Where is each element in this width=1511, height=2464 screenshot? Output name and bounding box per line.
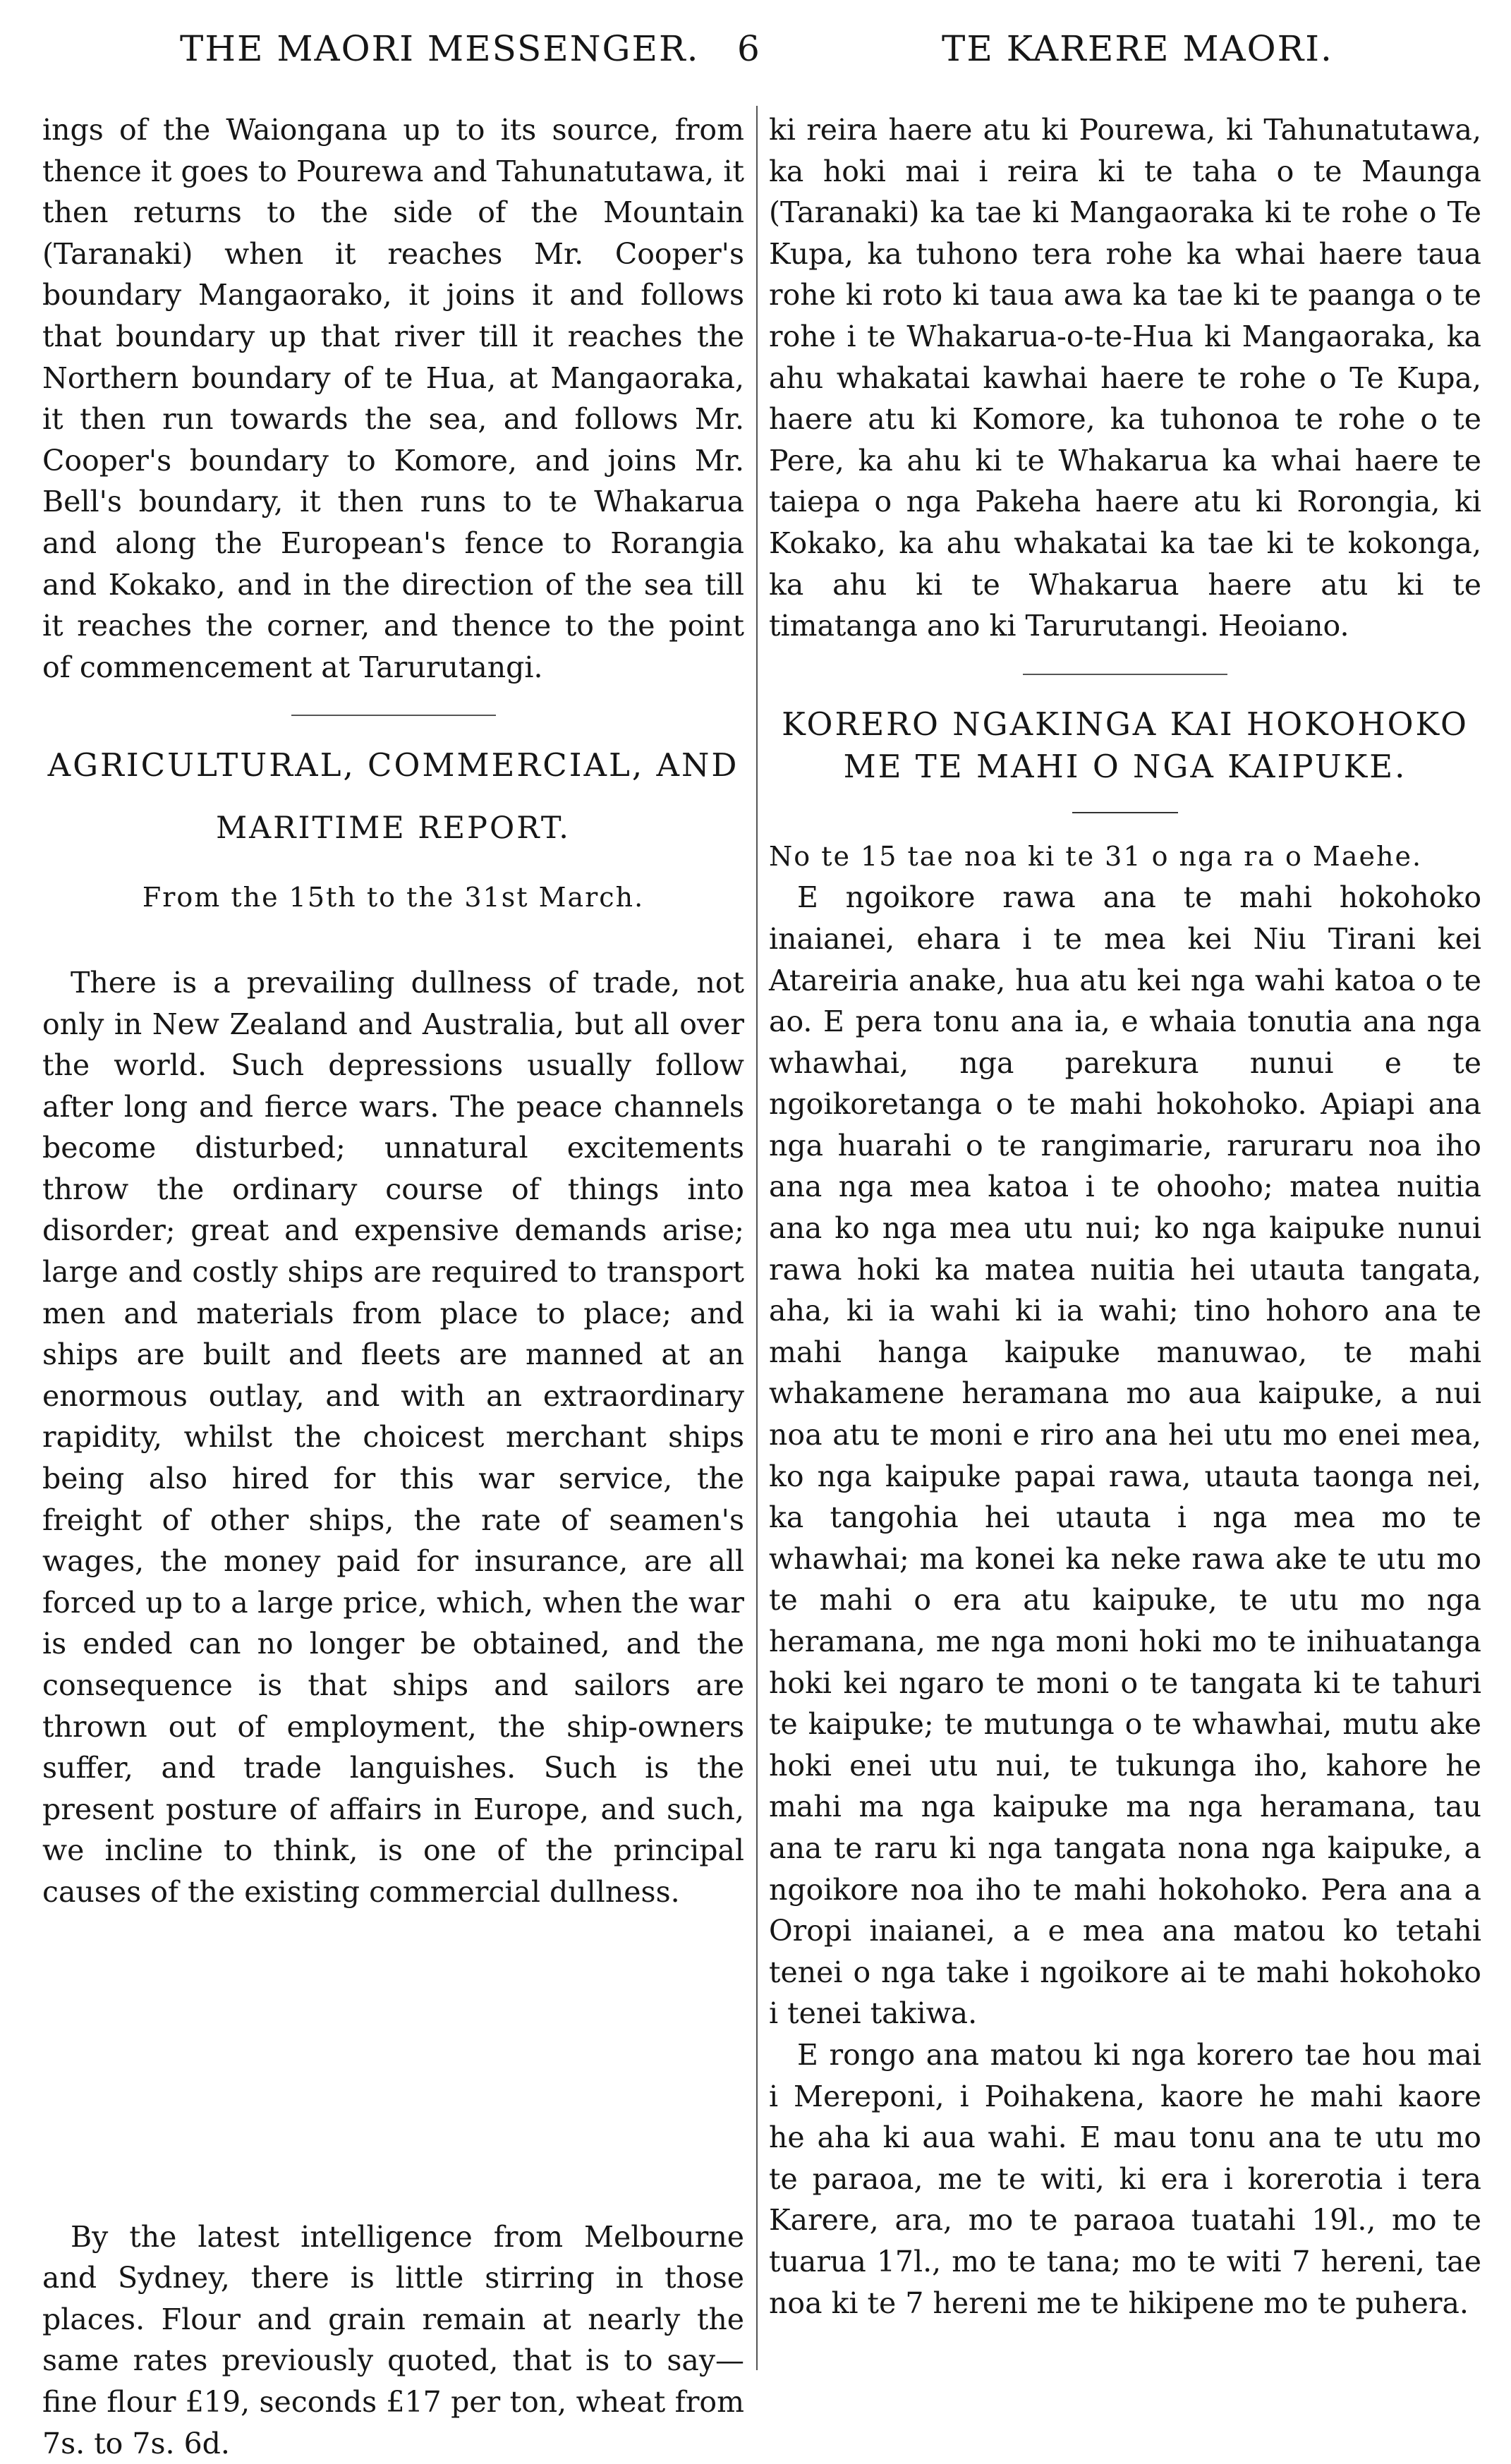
market-paragraph-maori: E rongo ana matou ki nga korero tae hou mai i Mereponi, i Poihakena, kaore he mahi kaore he aha ki aua wahi. E mau tonu ana te utu mo te paraoa, me te witi, ki era i korerotia i tera Karere, ara, mo te paraoa tuatahi 19l., mo te tuarua 17l., mo te tana; mo te witi 7 hereni, tae noa ki te 7 hereni me te hikipene mo te puhera. (769, 2037, 1481, 2320)
report-heading-line2: MARITIME REPORT. (216, 811, 571, 846)
page-header (49, 28, 1467, 85)
boundary-description-english: ings of the Waiongana up to its source, from thence it goes to Pourewa and Tahunatutawa, it then returns to the side of the Mountain (Taranaki) when it reaches Mr. Cooper's boundary Mangaorako, it joins it and follows that boundary up that river till it reaches the Northern boundary of te Hua, at Mangaoraka, it then run towards the sea, and follows Mr. Cooper's boundary to Komore, and joins Mr. Bell's boundary, it then runs to te Whakarua and along the European's fence to Rorangia and Kokako, and in the direction of the sea till it reaches the corner, and thence to the point of commencement at Tarurutangi. (42, 113, 744, 684)
masthead-english: THE MAORI MESSENGER. (180, 28, 700, 69)
section-rule (291, 715, 496, 716)
english-column (42, 109, 744, 2464)
masthead-maori: TE KARERE MAORI. (942, 28, 1333, 69)
market-paragraph-english: By the latest intelligence from Melbourne and Sydney, there is little stirring in those places. Flour and grain remain at nearly the same rates previously quoted, that is to say—fine flour £19, seconds £17 per ton, wheat from 7s. to 7s. 6d. (42, 2219, 744, 2460)
report-heading-line1: AGRICULTURAL, COMMERCIAL, AND (47, 746, 739, 784)
korero-heading-line1: KORERO NGAKINGA KAI HOKOHOKO (782, 705, 1469, 743)
section-rule (1023, 674, 1227, 675)
column-divider (756, 106, 758, 2370)
maori-column (769, 109, 1481, 2324)
korero-date-line: No te 15 tae noa ki te 31 o nga ra o Maehe. (769, 840, 1423, 872)
korero-heading-line2: ME TE MAHI O NGA KAIPUKE. (843, 747, 1407, 785)
heading-rule (1072, 812, 1178, 813)
trade-paragraph-maori: E ngoikore rawa ana te mahi hokohoko inaianei, ehara i te mea kei Niu Tirani kei Atareiria anake, hua atu kei nga wahi katoa o te ao. E pera tonu ana ia, e whaia tonutia ana nga whawhai, nga parekura nunui e te ngoikoretanga o te mahi hokohoko. Apiapi ana nga huarahi o te rangimarie, raruraru noa iho ana nga mea katoa i te ohooho; matea nuitia ana ko nga mea utu nui; ko nga kaipuke nunui rawa hoki ka matea nuitia hei utauta tangata, aha, ki ia wahi ki ia wahi; tino hohoro ana te mahi hanga kaipuke manuwao, te mahi whakamene heramana mo aua kaipuke, a nui noa atu te moni e riro ana hei utu mo enei mea, ko nga kaipuke papai rawa, utauta taonga nei, ka tangohia hei utauta i nga mea mo te whawhai; ma konei ka neke rawa ake te utu mo te mahi o era atu kaipuke, te utu mo nga heramana, me nga moni hoki mo te inihuatanga hoki kei ngaro te moni o te tangata ki te tahuri te kaipuke; te mutunga o te whawhai, mutu ake hoki enei utu nui, te tukunga iho, kahore he mahi ma nga kaipuke ma nga heramana, tau ana te raru ki nga tangata nona nga kaipuke, a ngoikore noa iho te mahi hokohoko. Pera ana a Oropi inaianei, a e mea ana matou ko tetahi tenei o nga take i ngoikore ai te mahi hokohoko i tenei takiwa. (769, 880, 1481, 2031)
trade-paragraph-english: There is a prevailing dullness of trade, not only in New Zealand and Australia, but all over the world. Such depressions usually follow after long and fierce wars. The peace channels become disturbed; unnatural excitements throw the ordinary course of things into disorder; great and expensive demands arise; large and costly ships are required to transport men and materials from place to place; and ships are built and fleets are manned at an enormous outlay, and with an extraordinary rapidity, whilst the choicest merchant ships being also hired for this war service, the freight of other ships, the rate of seamen's wages, the money paid for insurance, are all forced up to a large price, which, when the war is ended can no longer be obtained, and the consequence is that ships and sailors are thrown out of employment, the ship-owners suffer, and trade languishes. Such is the present posture of affairs in Europe, and such, we incline to think, is one of the principal causes of the existing commercial dullness. (42, 965, 744, 1909)
column-gap (42, 1913, 744, 2216)
report-date-line: From the 15th to the 31st March. (142, 882, 645, 914)
page-number: 6 (737, 28, 761, 69)
boundary-description-maori: ki reira haere atu ki Pourewa, ki Tahunatutawa, ka hoki mai i reira ki te taha o te Maunga (Taranaki) ka tae ki Mangaoraka ki te rohe o Te Kupa, ka tuhono tera rohe ka whai haere taua rohe ki roto ki taua awa ka tae ki te paanga o te rohe i te Whakarua-o-te-Hua ki Mangaoraka, ka ahu whakatai kawhai haere te rohe o Te Kupa, haere atu ki Komore, ka tuhonoa te rohe o te Pere, ka ahu ki te Whakarua ka whai haere te taiepa o nga Pakeha haere atu ki Rorongia, ki Kokako, ka ahu whakatai ka tae ki te kokonga, ka ahu ki te Whakarua haere atu ki te timatanga ano ki Tarurutangi. Heoiano. (769, 113, 1481, 643)
